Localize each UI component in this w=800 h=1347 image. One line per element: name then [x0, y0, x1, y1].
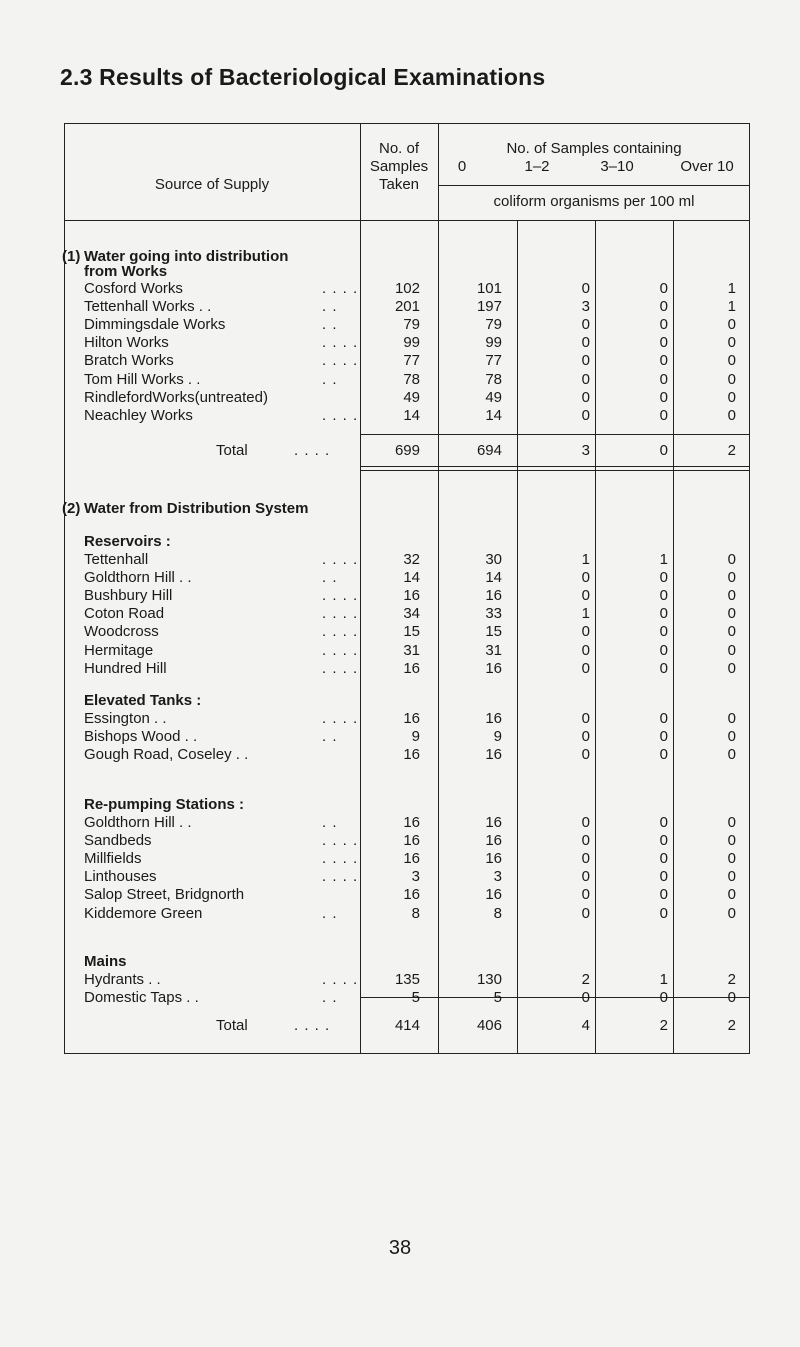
header-bottom-rule	[64, 220, 750, 221]
count-1-2-cell: 0	[581, 850, 590, 868]
samples-taken-cell: 16	[403, 659, 420, 677]
total1-double-rule	[360, 470, 750, 471]
count-over-10-cell: 0	[727, 641, 736, 659]
count-1-2-cell: 0	[581, 388, 590, 406]
leader-dots: . . . .	[294, 442, 331, 459]
count-1-2-cell: 0	[581, 569, 590, 587]
count-1-2-cell: 0	[581, 728, 590, 746]
samples-taken-cell: 135	[394, 971, 420, 988]
count-1-2-cell: 0	[581, 814, 590, 831]
total1-bottom-rule	[360, 466, 750, 467]
header-taken-2: Samples	[369, 158, 429, 175]
count-1-2-cell: 0	[581, 316, 590, 334]
group-reservoirs: Reservoirs :	[84, 533, 171, 550]
samples-taken-cell: 78	[403, 370, 420, 388]
count-3-10-cell: 0	[659, 710, 668, 727]
leader-dots: . .	[322, 298, 338, 316]
count-over-10-cell: 0	[727, 728, 736, 746]
samples-taken-cell: 32	[403, 551, 420, 568]
total1-top-rule	[360, 434, 750, 435]
source-name: Millfields	[84, 850, 142, 868]
header-source: Source of Supply	[154, 176, 270, 193]
count-0-cell: 16	[485, 587, 502, 605]
leader-dots: . . . .	[322, 280, 359, 297]
count-3-10-cell: 0	[659, 728, 668, 746]
count-0-cell: 5	[493, 989, 502, 1007]
table-row	[64, 371, 750, 389]
source-name: Goldthorn Hill . .	[84, 569, 192, 587]
count-0-cell: 8	[493, 904, 502, 922]
header-bucket-3-10: 3–10	[600, 158, 634, 175]
leader-dots: . . . .	[322, 352, 359, 370]
table-row	[64, 971, 750, 989]
count-over-10-cell: 0	[727, 886, 736, 904]
source-name: Kiddemore Green	[84, 904, 203, 922]
count-0-cell: 16	[485, 814, 502, 831]
leader-dots: . .	[322, 904, 338, 922]
table-row	[64, 587, 750, 605]
count-3-10-cell: 2	[659, 1017, 668, 1034]
table-row	[64, 623, 750, 641]
source-name: Bushbury Hill	[84, 587, 173, 605]
table-row	[64, 352, 750, 370]
source-name: Total	[216, 442, 248, 459]
samples-taken-cell: 16	[403, 814, 420, 831]
results-table	[64, 123, 750, 1054]
table-row	[64, 298, 750, 316]
source-name: Coton Road	[84, 605, 165, 623]
leader-dots: . .	[322, 989, 338, 1007]
table-row	[64, 850, 750, 868]
count-over-10-cell: 0	[727, 569, 736, 587]
source-name: Hydrants . .	[84, 971, 161, 988]
count-0-cell: 16	[485, 710, 502, 727]
source-name: Goldthorn Hill . .	[84, 814, 192, 831]
table-row	[64, 886, 750, 904]
count-0-cell: 16	[485, 850, 502, 868]
count-3-10-cell: 0	[659, 832, 668, 850]
source-name: RindlefordWorks(untreated)	[84, 388, 268, 406]
count-3-10-cell: 0	[659, 623, 668, 641]
count-0-cell: 14	[485, 406, 502, 424]
count-1-2-cell: 0	[581, 587, 590, 605]
table-row	[64, 868, 750, 886]
count-0-cell: 130	[476, 971, 502, 988]
source-name: Dimmingsdale Works	[84, 316, 226, 334]
table-bottom-rule	[64, 1053, 750, 1054]
count-over-10-cell: 0	[727, 850, 736, 868]
samples-taken-cell: 9	[411, 728, 420, 746]
total-row	[64, 442, 750, 460]
count-over-10-cell: 0	[727, 746, 736, 764]
count-3-10-cell: 0	[659, 370, 668, 388]
count-over-10-cell: 0	[727, 904, 736, 922]
count-over-10-cell: 0	[727, 334, 736, 352]
leader-dots: . . . .	[322, 587, 359, 605]
table-row	[64, 814, 750, 832]
section2-number: (2)	[62, 500, 81, 517]
samples-taken-cell: 49	[403, 388, 420, 406]
samples-taken-cell: 16	[403, 832, 420, 850]
table-row	[64, 710, 750, 728]
count-0-cell: 9	[493, 728, 502, 746]
source-name: Bratch Works	[84, 352, 174, 370]
source-name: Domestic Taps . .	[84, 989, 199, 1007]
header-bucket-0: 0	[457, 158, 467, 175]
samples-taken-cell: 201	[394, 298, 420, 316]
count-3-10-cell: 0	[659, 334, 668, 352]
count-over-10-cell: 0	[727, 832, 736, 850]
count-1-2-cell: 0	[581, 334, 590, 352]
count-over-10-cell: 0	[727, 989, 736, 1007]
count-1-2-cell: 0	[581, 406, 590, 424]
source-name: Gough Road, Coseley . .	[84, 746, 249, 764]
leader-dots: . . . .	[322, 971, 359, 988]
count-1-2-cell: 0	[581, 659, 590, 677]
table-row	[64, 280, 750, 298]
samples-taken-cell: 414	[394, 1017, 420, 1034]
leader-dots: . . . .	[322, 710, 359, 727]
count-over-10-cell: 0	[727, 605, 736, 623]
count-over-10-cell: 0	[727, 352, 736, 370]
count-over-10-cell: 1	[727, 280, 736, 297]
count-3-10-cell: 0	[659, 989, 668, 1007]
count-0-cell: 79	[485, 316, 502, 334]
total-row	[64, 1017, 750, 1035]
count-1-2-cell: 0	[581, 352, 590, 370]
source-name: Bishops Wood . .	[84, 728, 198, 746]
count-3-10-cell: 0	[659, 605, 668, 623]
table-row	[64, 316, 750, 334]
source-name: Sandbeds	[84, 832, 152, 850]
leader-dots: . . . .	[322, 868, 359, 886]
leader-dots: . . . .	[322, 334, 359, 352]
count-0-cell: 33	[485, 605, 502, 623]
samples-taken-cell: 16	[403, 710, 420, 727]
count-over-10-cell: 0	[727, 316, 736, 334]
count-over-10-cell: 0	[727, 388, 736, 406]
count-3-10-cell: 0	[659, 886, 668, 904]
count-0-cell: 78	[485, 370, 502, 388]
count-3-10-cell: 0	[659, 904, 668, 922]
count-3-10-cell: 0	[659, 587, 668, 605]
count-0-cell: 16	[485, 746, 502, 764]
leader-dots: . . . .	[322, 406, 359, 424]
leader-dots: . . . .	[322, 623, 359, 641]
count-1-2-cell: 0	[581, 832, 590, 850]
count-0-cell: 16	[485, 832, 502, 850]
table-row	[64, 334, 750, 352]
table-top-rule	[64, 123, 750, 124]
count-0-cell: 406	[476, 1017, 502, 1034]
count-1-2-cell: 0	[581, 904, 590, 922]
samples-taken-cell: 102	[394, 280, 420, 297]
count-3-10-cell: 0	[659, 352, 668, 370]
samples-taken-cell: 16	[403, 886, 420, 904]
count-3-10-cell: 0	[659, 316, 668, 334]
table-row	[64, 832, 750, 850]
count-1-2-cell: 0	[581, 989, 590, 1007]
count-over-10-cell: 0	[727, 659, 736, 677]
count-0-cell: 3	[493, 868, 502, 886]
count-over-10-cell: 1	[727, 298, 736, 316]
count-3-10-cell: 0	[659, 641, 668, 659]
source-name: Tettenhall	[84, 551, 149, 568]
samples-taken-cell: 34	[403, 605, 420, 623]
count-0-cell: 101	[476, 280, 502, 297]
count-0-cell: 16	[485, 886, 502, 904]
samples-taken-cell: 5	[411, 989, 420, 1007]
source-name: Total	[216, 1017, 248, 1034]
count-3-10-cell: 0	[659, 442, 668, 459]
samples-taken-cell: 79	[403, 316, 420, 334]
count-3-10-cell: 0	[659, 388, 668, 406]
table-row	[64, 728, 750, 746]
samples-taken-cell: 31	[403, 641, 420, 659]
count-3-10-cell: 0	[659, 850, 668, 868]
leader-dots: . .	[322, 316, 338, 334]
header-containing: No. of Samples containing	[506, 140, 682, 157]
leader-dots: . .	[322, 728, 338, 746]
samples-taken-cell: 16	[403, 746, 420, 764]
source-name: Hundred Hill	[84, 659, 167, 677]
count-0-cell: 16	[485, 659, 502, 677]
count-1-2-cell: 0	[581, 641, 590, 659]
source-name: Tettenhall Works . .	[84, 298, 212, 316]
count-over-10-cell: 0	[727, 868, 736, 886]
count-over-10-cell: 2	[727, 1017, 736, 1034]
count-over-10-cell: 0	[727, 370, 736, 388]
count-0-cell: 694	[476, 442, 502, 459]
count-over-10-cell: 2	[727, 971, 736, 988]
table-row	[64, 989, 750, 1007]
units-rule	[438, 185, 750, 186]
samples-taken-cell: 8	[411, 904, 420, 922]
count-3-10-cell: 0	[659, 280, 668, 297]
count-3-10-cell: 0	[659, 746, 668, 764]
header-taken-1: No. of	[378, 140, 420, 157]
count-3-10-cell: 0	[659, 814, 668, 831]
section1-title-line1: Water going into distribution	[84, 248, 289, 265]
count-1-2-cell: 0	[581, 623, 590, 641]
count-0-cell: 197	[476, 298, 502, 316]
leader-dots: . . . .	[322, 605, 359, 623]
count-3-10-cell: 1	[659, 971, 668, 988]
count-1-2-cell: 2	[581, 971, 590, 988]
section2-title: Water from Distribution System	[84, 500, 309, 517]
count-3-10-cell: 1	[659, 551, 668, 568]
page-number: 38	[388, 1237, 412, 1259]
group-repumping-stations: Re-pumping Stations :	[84, 796, 244, 813]
table-row	[64, 642, 750, 660]
table-row	[64, 389, 750, 407]
source-name: Hilton Works	[84, 334, 169, 352]
count-0-cell: 15	[485, 623, 502, 641]
header-taken-3: Taken	[378, 176, 420, 193]
table-row	[64, 407, 750, 425]
count-1-2-cell: 0	[581, 868, 590, 886]
count-1-2-cell: 3	[581, 442, 590, 459]
count-1-2-cell: 0	[581, 746, 590, 764]
table-row	[64, 551, 750, 569]
count-over-10-cell: 2	[727, 442, 736, 459]
leader-dots: . . . .	[322, 641, 359, 659]
source-name: Hermitage	[84, 641, 154, 659]
count-over-10-cell: 0	[727, 623, 736, 641]
count-3-10-cell: 0	[659, 659, 668, 677]
count-1-2-cell: 4	[581, 1017, 590, 1034]
table-row	[64, 905, 750, 923]
source-name: Woodcross	[84, 623, 159, 641]
samples-taken-cell: 16	[403, 850, 420, 868]
table-row	[64, 605, 750, 623]
count-over-10-cell: 0	[727, 406, 736, 424]
count-over-10-cell: 0	[727, 587, 736, 605]
samples-taken-cell: 3	[411, 868, 420, 886]
count-over-10-cell: 0	[727, 814, 736, 831]
group-elevated-tanks: Elevated Tanks :	[84, 692, 202, 709]
section1-number: (1)	[62, 248, 81, 265]
table-row	[64, 660, 750, 678]
page-title: 2.3 Results of Bacteriological Examinations	[60, 64, 546, 90]
count-0-cell: 49	[485, 388, 502, 406]
header-bucket-1-2: 1–2	[524, 158, 550, 175]
count-1-2-cell: 3	[581, 298, 590, 316]
header-units: coliform organisms per 100 ml	[493, 193, 695, 210]
source-name: Linthouses	[84, 868, 157, 886]
section1-title-line2: from Works	[84, 263, 168, 280]
group-mains: Mains	[84, 953, 127, 970]
leader-dots: . . . .	[322, 850, 359, 868]
leader-dots: . . . .	[322, 659, 359, 677]
source-name: Tom Hill Works . .	[84, 370, 201, 388]
count-0-cell: 14	[485, 569, 502, 587]
table-row	[64, 746, 750, 764]
leader-dots: . .	[322, 569, 338, 587]
samples-taken-cell: 77	[403, 352, 420, 370]
count-0-cell: 30	[485, 551, 502, 568]
samples-taken-cell: 15	[403, 623, 420, 641]
count-1-2-cell: 0	[581, 370, 590, 388]
count-1-2-cell: 1	[581, 551, 590, 568]
source-name: Cosford Works	[84, 280, 183, 297]
count-over-10-cell: 0	[727, 710, 736, 727]
source-name: Neachley Works	[84, 406, 193, 424]
count-0-cell: 77	[485, 352, 502, 370]
source-name: Essington . .	[84, 710, 167, 727]
samples-taken-cell: 99	[403, 334, 420, 352]
count-3-10-cell: 0	[659, 868, 668, 886]
count-1-2-cell: 0	[581, 886, 590, 904]
samples-taken-cell: 699	[394, 442, 420, 459]
leader-dots: . .	[322, 814, 338, 831]
count-0-cell: 31	[485, 641, 502, 659]
count-0-cell: 99	[485, 334, 502, 352]
count-3-10-cell: 0	[659, 569, 668, 587]
count-3-10-cell: 0	[659, 298, 668, 316]
samples-taken-cell: 14	[403, 406, 420, 424]
count-1-2-cell: 0	[581, 710, 590, 727]
count-over-10-cell: 0	[727, 551, 736, 568]
samples-taken-cell: 14	[403, 569, 420, 587]
leader-dots: . . . .	[294, 1017, 331, 1034]
source-name: Salop Street, Bridgnorth	[84, 886, 245, 904]
header-bucket-over-10: Over 10	[680, 158, 734, 175]
count-1-2-cell: 1	[581, 605, 590, 623]
leader-dots: . .	[322, 370, 338, 388]
samples-taken-cell: 16	[403, 587, 420, 605]
leader-dots: . . . .	[322, 551, 359, 568]
table-row	[64, 569, 750, 587]
count-3-10-cell: 0	[659, 406, 668, 424]
leader-dots: . . . .	[322, 832, 359, 850]
count-1-2-cell: 0	[581, 280, 590, 297]
